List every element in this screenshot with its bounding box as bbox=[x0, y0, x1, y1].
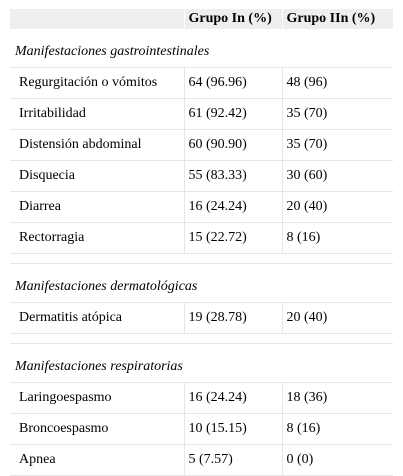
table-row bbox=[10, 130, 393, 161]
row-value-grupo-ii: 48 (96) bbox=[282, 68, 393, 99]
row-label: Distensión abdominal bbox=[10, 130, 184, 161]
row-value-grupo-ii: 20 (40) bbox=[282, 192, 393, 223]
row-label: Rectorragia bbox=[10, 223, 184, 254]
row-label: Irritabilidad bbox=[10, 99, 184, 130]
row-value-grupo-ii: 35 (70) bbox=[282, 130, 393, 161]
row-label: Disquecia bbox=[10, 161, 184, 192]
row-value-grupo-ii: 18 (36) bbox=[282, 383, 393, 414]
row-value-grupo-i: 19 (28.78) bbox=[184, 303, 282, 334]
row-value-grupo-i: 16 (24.24) bbox=[184, 383, 282, 414]
section-title: Manifestaciones respiratorias bbox=[10, 344, 393, 383]
row-value-grupo-i: 5 (7.57) bbox=[184, 445, 282, 476]
data-table bbox=[10, 9, 394, 476]
header-cell-grupo-i: Grupo In (%) bbox=[184, 9, 282, 29]
section-title: Manifestaciones dermatológicas bbox=[10, 264, 393, 303]
row-value-grupo-i: 10 (15.15) bbox=[184, 414, 282, 445]
table-row bbox=[10, 383, 393, 414]
row-value-grupo-i: 60 (90.90) bbox=[184, 130, 282, 161]
row-label: Broncoespasmo bbox=[10, 414, 184, 445]
table-row bbox=[10, 414, 393, 445]
row-value-grupo-i: 55 (83.33) bbox=[184, 161, 282, 192]
section-header-row bbox=[10, 344, 393, 383]
header-cell-grupo-ii: Grupo IIn (%) bbox=[282, 9, 393, 29]
row-value-grupo-ii: 8 (16) bbox=[282, 223, 393, 254]
row-label: Diarrea bbox=[10, 192, 184, 223]
row-value-grupo-ii: 0 (0) bbox=[282, 445, 393, 476]
row-value-grupo-ii: 30 (60) bbox=[282, 161, 393, 192]
table-row bbox=[10, 161, 393, 192]
row-value-grupo-ii: 35 (70) bbox=[282, 99, 393, 130]
section-header-row bbox=[10, 29, 393, 68]
header-cell-empty bbox=[10, 9, 184, 29]
row-label: Regurgitación o vómitos bbox=[10, 68, 184, 99]
table-row bbox=[10, 68, 393, 99]
row-value-grupo-i: 16 (24.24) bbox=[184, 192, 282, 223]
table-row bbox=[10, 223, 393, 254]
table-row bbox=[10, 99, 393, 130]
section-spacer bbox=[10, 254, 393, 264]
header-row bbox=[10, 9, 393, 29]
row-value-grupo-i: 64 (96.96) bbox=[184, 68, 282, 99]
section-title: Manifestaciones gastrointestinales bbox=[10, 29, 393, 68]
row-label: Laringoespasmo bbox=[10, 383, 184, 414]
section-header-row bbox=[10, 264, 393, 303]
section-spacer bbox=[10, 334, 393, 344]
table-row bbox=[10, 192, 393, 223]
row-value-grupo-i: 15 (22.72) bbox=[184, 223, 282, 254]
row-label: Dermatitis atópica bbox=[10, 303, 184, 334]
row-value-grupo-ii: 8 (16) bbox=[282, 414, 393, 445]
table-row bbox=[10, 445, 393, 476]
table-row bbox=[10, 303, 393, 334]
row-label: Apnea bbox=[10, 445, 184, 476]
row-value-grupo-i: 61 (92.42) bbox=[184, 99, 282, 130]
row-value-grupo-ii: 20 (40) bbox=[282, 303, 393, 334]
